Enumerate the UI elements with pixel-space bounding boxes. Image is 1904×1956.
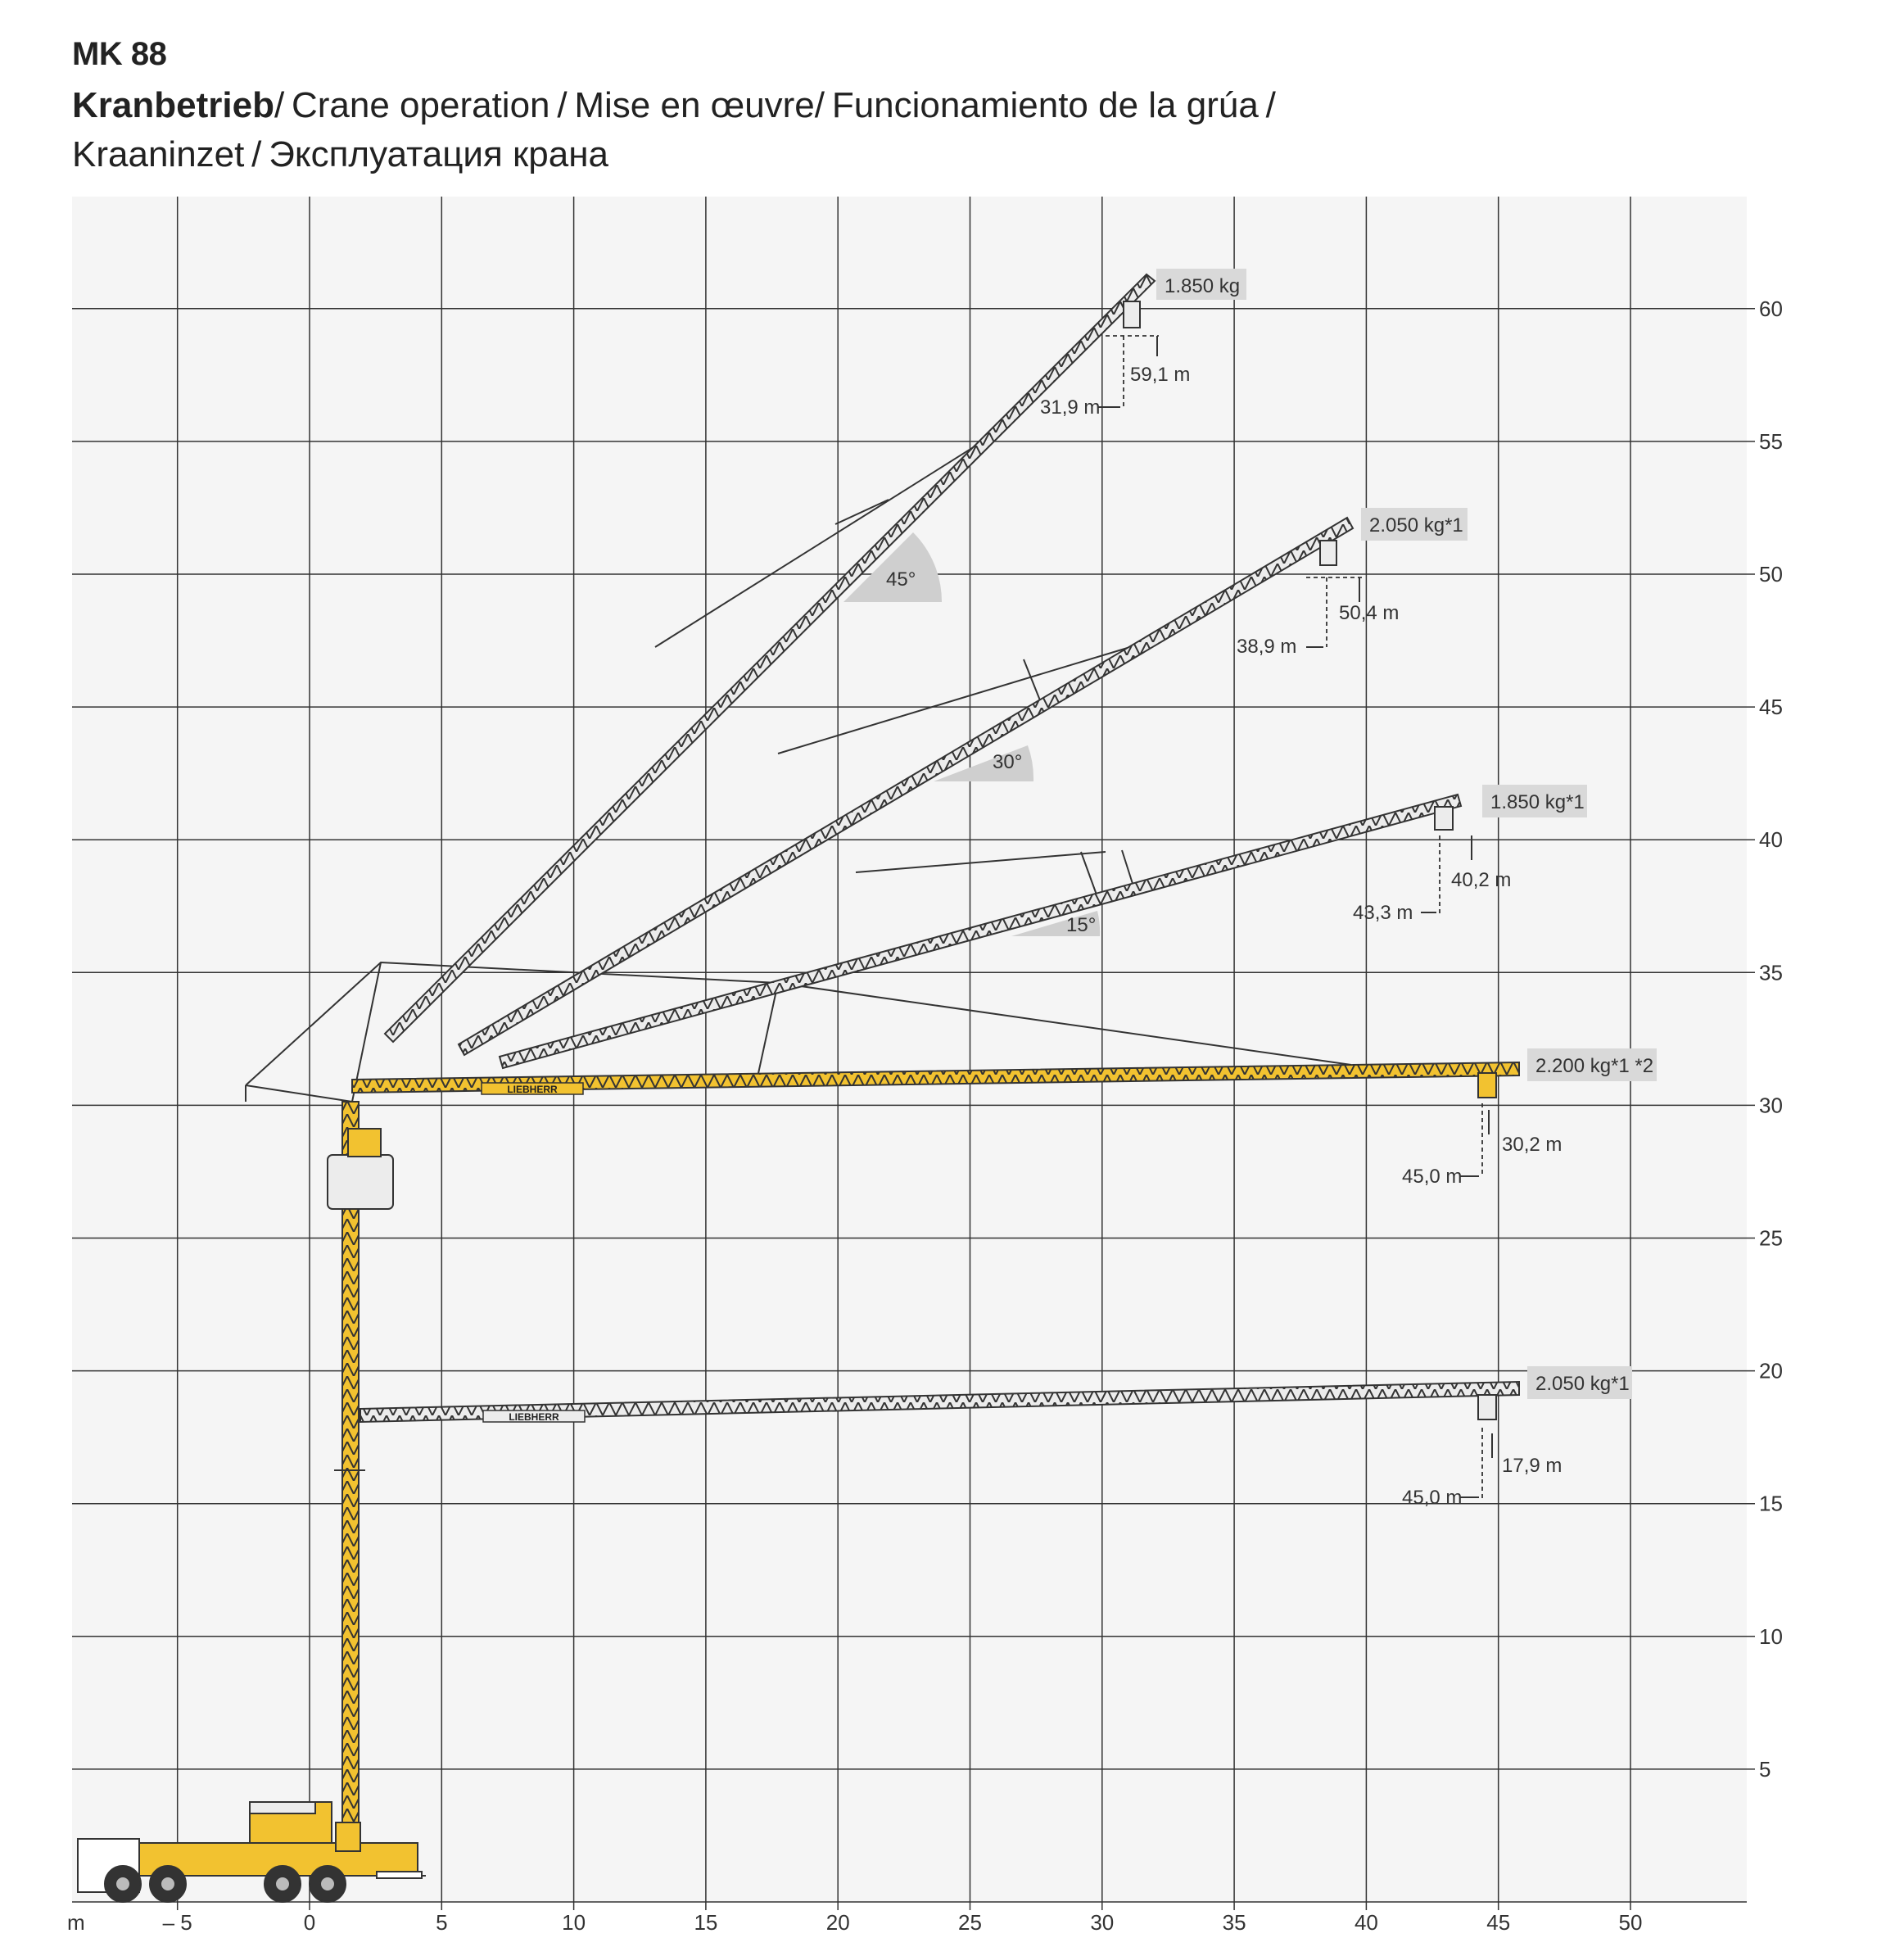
load-label-30: 2.050 kg*1: [1369, 514, 1463, 537]
x-tick-label: 35: [1222, 1910, 1246, 1935]
height-label-45: 59,1 m: [1130, 364, 1191, 386]
boom-logo-text-white: LIEBHERR: [509, 1411, 559, 1423]
load-label-45: 1.850 kg: [1165, 275, 1241, 297]
y-tick-label: 50: [1759, 562, 1783, 586]
height-label-15: 40,2 m: [1451, 869, 1512, 891]
radius-label-15: 43,3 m: [1353, 902, 1413, 924]
y-tick-label: 55: [1759, 428, 1783, 454]
x-tick-label: 0: [303, 1910, 316, 1935]
height-label-30: 50,4 m: [1339, 602, 1400, 624]
x-tick-label: 50: [1618, 1910, 1643, 1935]
boom-logo-text-yellow: LIEBHERR: [507, 1084, 558, 1095]
radius-label-horizontal-yellow: 45,0 m: [1402, 1166, 1463, 1188]
y-tick-label: 15: [1759, 1491, 1783, 1516]
radius-label-horizontal-low: 45,0 m: [1402, 1487, 1463, 1509]
x-tick-label: – 5: [162, 1910, 192, 1935]
x-tick-label: 25: [958, 1910, 982, 1935]
y-tick-label: 60: [1759, 296, 1783, 321]
x-tick-label: 5: [436, 1910, 448, 1935]
angle-label-30: 30°: [993, 751, 1023, 773]
load-label-horizontal-low: 2.050 kg*1: [1535, 1373, 1630, 1395]
y-tick-label: 40: [1759, 827, 1783, 853]
x-tick-label: 20: [825, 1910, 850, 1935]
operator-cab: [328, 1155, 393, 1209]
radius-label-45: 31,9 m: [1040, 396, 1101, 419]
x-unit-label: m: [67, 1910, 85, 1935]
y-tick-label: 5: [1759, 1756, 1771, 1782]
x-tick-label: 40: [1354, 1910, 1378, 1935]
radius-label-30: 38,9 m: [1237, 636, 1297, 658]
x-tick-labels: [163, 1910, 1643, 1935]
angle-label-45: 45°: [886, 568, 916, 591]
model-title: MK 88: [72, 36, 167, 72]
x-tick-label: 45: [1486, 1910, 1511, 1935]
y-tick-label: 45: [1759, 695, 1783, 720]
load-label-15: 1.850 kg*1: [1490, 791, 1585, 813]
subtitle-rest: / Crane operation / Mise en œuvre/ Funcionamiento de la grúa /: [274, 85, 1276, 125]
y-tick-label: 10: [1759, 1623, 1783, 1649]
subtitle-bold: Kranbetrieb: [72, 85, 274, 125]
load-label-horizontal-yellow: 2.200 kg*1 *2: [1535, 1055, 1654, 1077]
x-tick-label: 10: [562, 1910, 586, 1935]
x-tick-label: 30: [1090, 1910, 1115, 1935]
chart-area: [72, 197, 1747, 1902]
y-tick-label: 30: [1759, 1093, 1783, 1118]
y-tick-label: 20: [1759, 1358, 1783, 1383]
subtitle-line-2: Kraaninzet / Эксплуатация крана: [72, 134, 608, 174]
angle-label-15: 15°: [1066, 914, 1097, 936]
y-tick-labels: [1759, 297, 1783, 1782]
height-label-horizontal-yellow: 30,2 m: [1502, 1134, 1563, 1156]
x-tick-label: 15: [694, 1910, 718, 1935]
y-tick-label: 35: [1759, 960, 1783, 985]
slewing-unit: [348, 1129, 381, 1157]
y-tick-label: 25: [1759, 1225, 1783, 1251]
height-label-horizontal-low: 17,9 m: [1502, 1455, 1563, 1477]
